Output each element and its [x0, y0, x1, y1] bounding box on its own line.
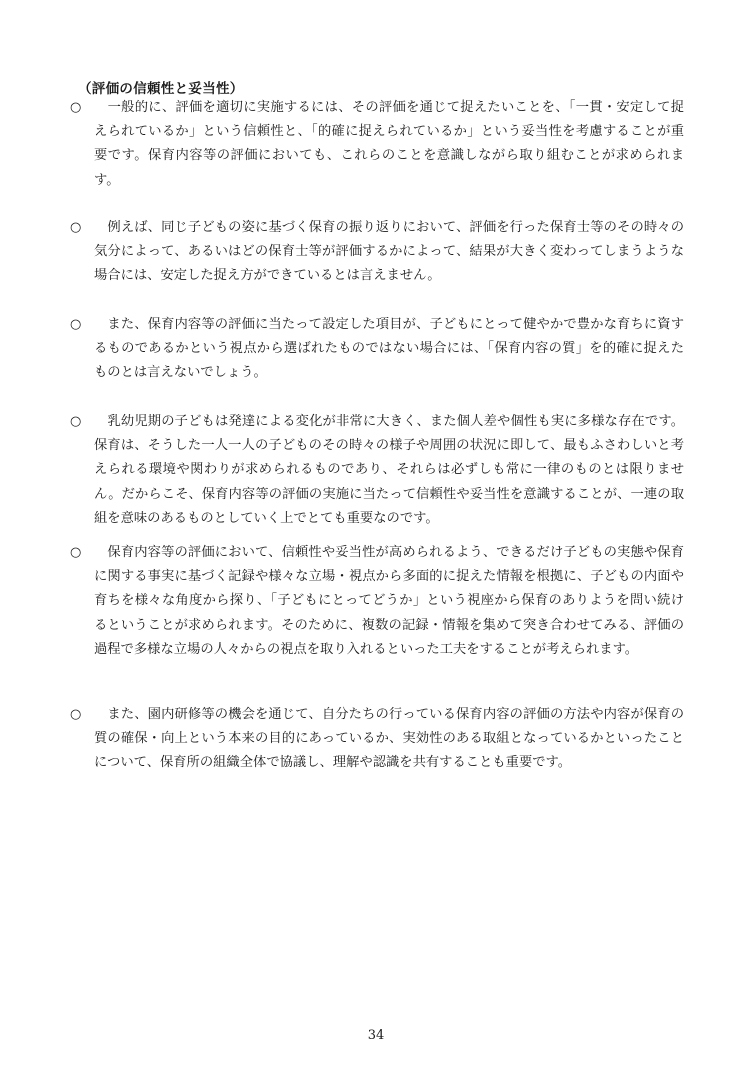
paragraph-text: 保育内容等の評価において、信頼性や妥当性が高められるよう、できるだけ子どもの実態や保育に関する事実に基づく記録や様々な立場・視点から多面的に捉えた情報を根拠に、子どもの内面や育ちを様々な角度から探り、「子どもにとってどうか」という視座から保育のありようを問い続けるということが求められます。そのために、複数の記録・情報を集めて突き合わせてみる、評価の過程で多様な立場の人々からの視点を取り入れるといった工夫をすることが考えられます。: [94, 545, 684, 657]
paragraph-1: [70, 96, 684, 193]
bullet-marker: ○: [70, 100, 82, 115]
section-heading: （評価の信頼性と妥当性）: [78, 81, 244, 97]
paragraph-5: [70, 541, 684, 662]
paragraph-2: [70, 216, 684, 289]
paragraph-text: また、園内研修等の機会を通じて、自分たちの行っている保育内容の評価の方法や内容が保育の質の確保・向上という本来の目的にあっているか、実効性のある取組となっているかといったことについて、保育所の組織全体で協議し、理解や認識を共有することも重要です。: [94, 707, 684, 771]
page-number: 34: [367, 1028, 385, 1043]
bullet-marker: ○: [70, 414, 82, 429]
paragraph-text: 例えば、同じ子どもの姿に基づく保育の振り返りにおいて、評価を行った保育士等のその時々の気分によって、あるいはどの保育士等が評価するかによって、結果が大きく変わってしまうような場合には、安定した捉え方ができているとは言えません。: [94, 220, 684, 284]
bullet-marker: ○: [70, 707, 82, 722]
paragraph-text: 乳幼児期の子どもは発達による変化が非常に大きく、また個人差や個性も実に多様な存在です。保育は、そうした一人一人の子どものその時々の様子や周囲の状況に即して、最もふさわしいと考えられる環境や関わりが求められるものであり、それらは必ずしも常に一律のものとは限りません。だからこそ、保育内容等の評価の実施に当たって信頼性や妥当性を意識することが、一連の取組を意味のあるものとしていく上でとても重要なのです。: [94, 414, 684, 526]
paragraph-text: 一般的に、評価を適切に実施するには、その評価を通じて捉えたいことを、「一貫・安定して捉えられているか」という信頼性と、「的確に捉えられているか」という妥当性を考慮することが重要です。保育内容等の評価においても、これらのことを意識しながら取り組むことが求められます。: [94, 100, 684, 188]
paragraph-4: [70, 410, 684, 531]
bullet-marker: ○: [70, 317, 82, 332]
paragraph-text: また、保育内容等の評価に当たって設定した項目が、子どもにとって健やかで豊かな育ちに資するものであるかという視点から選ばれたものではない場合には、「保育内容の質」を的確に捉えたものとは言えないでしょう。: [94, 317, 684, 381]
bullet-marker: ○: [70, 220, 82, 235]
paragraph-6: [70, 703, 684, 776]
paragraph-3: [70, 313, 684, 386]
bullet-marker: ○: [70, 545, 82, 560]
